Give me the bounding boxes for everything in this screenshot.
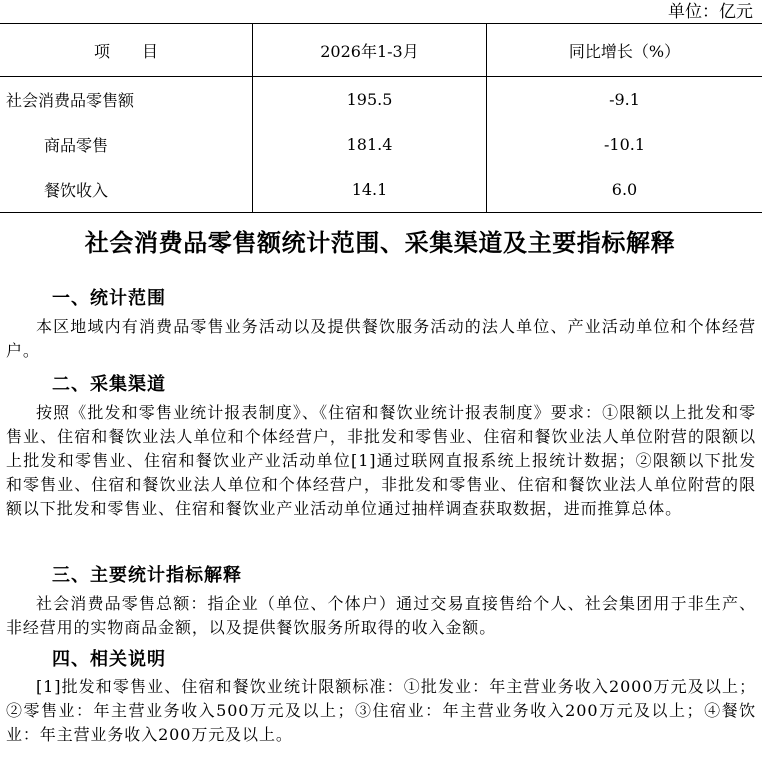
unit-label: 单位：亿元 (668, 2, 753, 22)
row-growth: -10.1 (603, 135, 646, 154)
row-value: 195.5 (253, 77, 487, 123)
retail-sales-table (0, 23, 762, 213)
table-header-row (0, 24, 762, 77)
header-growth: 同比增长（%） (487, 24, 763, 77)
section-heading-scope: 一、统计范围 (52, 288, 166, 309)
section-heading-channels: 二、采集渠道 (52, 374, 166, 395)
table-row (0, 122, 762, 167)
table-row (0, 167, 762, 213)
table-row (0, 77, 762, 123)
section-heading-notes: 四、相关说明 (52, 649, 166, 670)
row-value: 14.1 (253, 167, 487, 213)
row-name: 商品零售 (0, 122, 253, 167)
row-growth: -9.1 (609, 90, 640, 109)
header-item: 项 目 (0, 24, 253, 77)
section-body-channels: 按照《批发和零售业统计报表制度》、《住宿和餐饮业统计报表制度》要求：①限额以上批发和零售业、住宿和餐饮业法人单位和个体经营户，非批发和零售业、住宿和餐饮业法人单位附营的限额以上批发和零售业、住宿和餐饮业产业活动单位[1]通过联网直报系统上报统计数据；②限额以下批发和零售业、住宿和餐饮业法人单位和个体经营户，非批发和零售业、住宿和餐饮业法人单位附营的限额以下批发和零售业、住宿和餐饮业产业活动单位通过抽样调查获取数据，进而推算总体。 (6, 403, 756, 518)
section-body-scope: 本区地域内有消费品零售业务活动以及提供餐饮服务活动的法人单位、产业活动单位和个体经营户。 (6, 317, 756, 360)
header-period: 2026年1-3月 (253, 24, 487, 77)
section-body-notes: [1]批发和零售业、住宿和餐饮业统计限额标准：①批发业：年主营业务收入2000万元及以上；②零售业：年主营业务收入500万元及以上；③住宿业：年主营业务收入200万元及以上；④餐饮业：年主营业务收入200万元及以上。 (6, 677, 756, 744)
section-heading-indicators: 三、主要统计指标解释 (52, 565, 242, 586)
row-value: 181.4 (253, 122, 487, 167)
document-title: 社会消费品零售额统计范围、采集渠道及主要指标解释 (84, 229, 676, 257)
row-name: 社会消费品零售额 (0, 77, 253, 123)
section-body-indicators: 社会消费品零售总额：指企业（单位、个体户）通过交易直接售给个人、社会集团用于非生产、非经营用的实物商品金额，以及提供餐饮服务所取得的收入金额。 (6, 594, 756, 637)
row-growth: 6.0 (487, 167, 763, 213)
row-name: 餐饮收入 (0, 167, 253, 213)
